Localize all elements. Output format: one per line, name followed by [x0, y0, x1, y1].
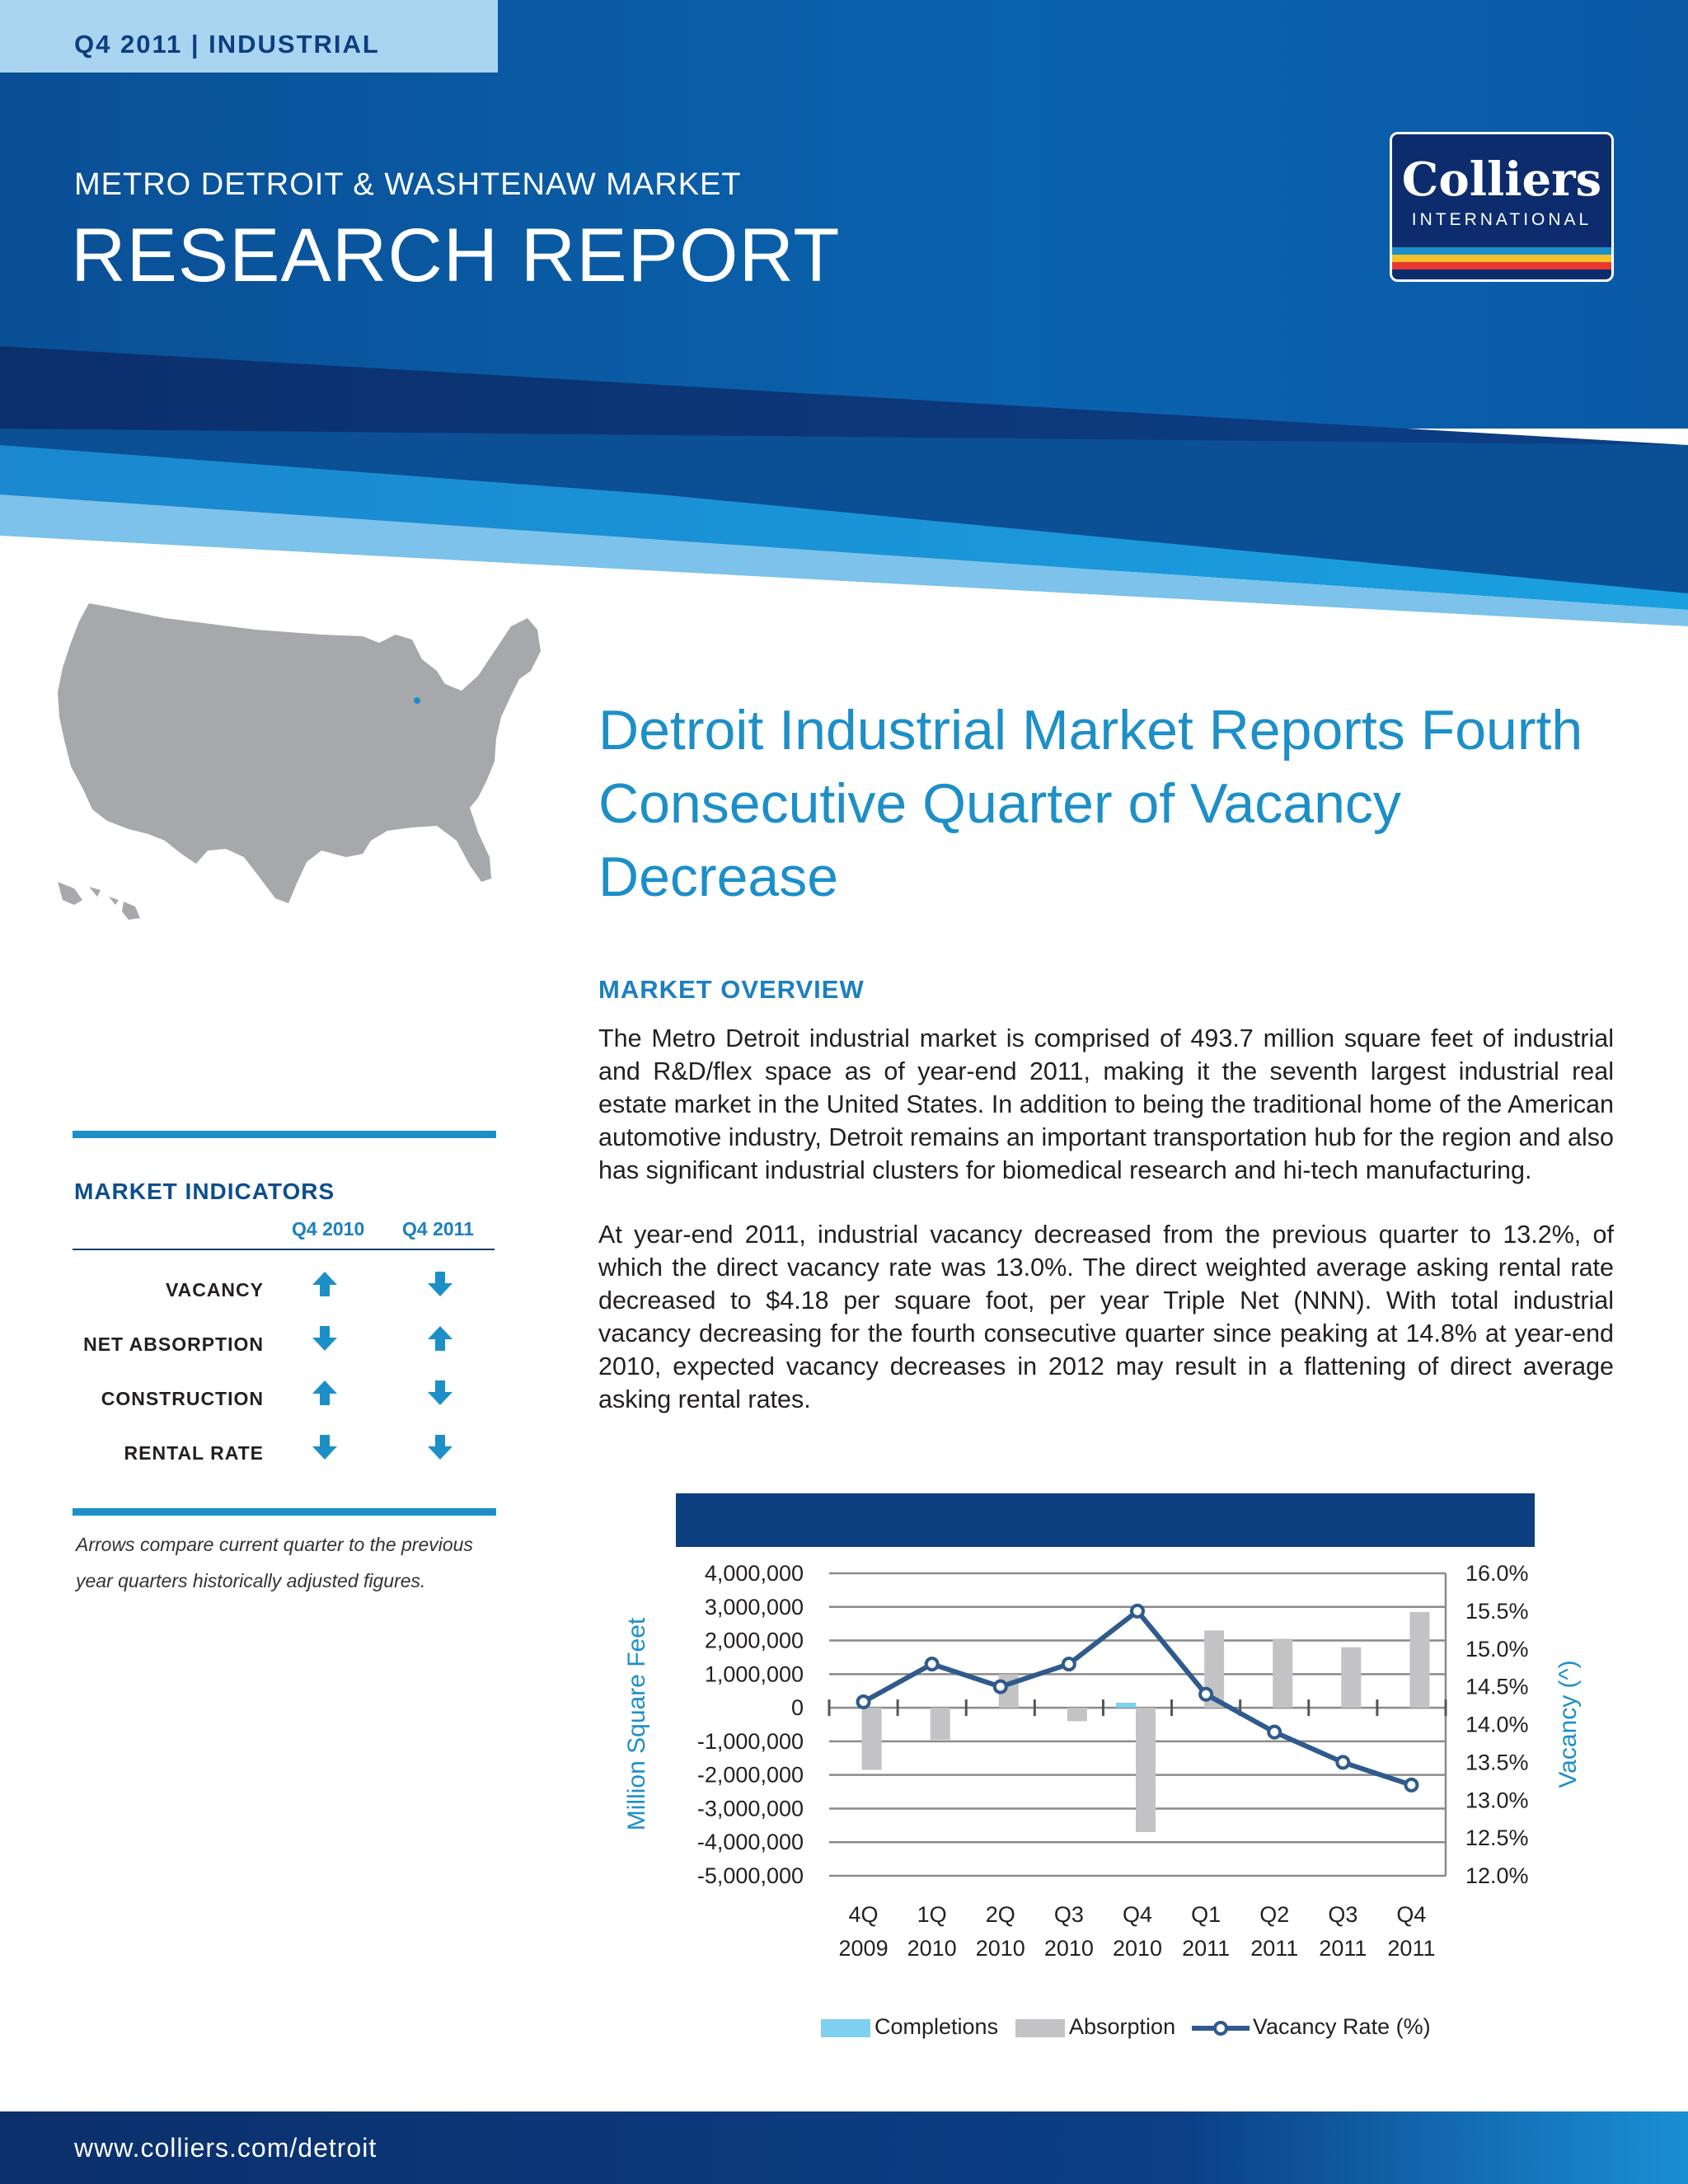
- y2-axis-title: Vacancy (^): [1554, 1660, 1582, 1788]
- usa-map-icon: [49, 593, 560, 923]
- arrow-up-icon: [311, 1270, 339, 1298]
- legend-completions-swatch: [821, 2019, 870, 2037]
- legend-absorption-swatch: [1015, 2019, 1065, 2037]
- y2-tick-label: 12.0%: [1465, 1863, 1529, 1888]
- absorption-bar: [862, 1708, 882, 1769]
- x-tick-label: 2010: [907, 1936, 957, 1961]
- y-tick-label: 2,000,000: [704, 1628, 804, 1653]
- completions-bar: [1116, 1703, 1136, 1708]
- legend-vacancy-marker: [1215, 2022, 1226, 2034]
- vacancy-rate-point: [926, 1658, 938, 1670]
- header-banner: [0, 0, 1688, 626]
- y2-tick-label: 16.0%: [1465, 1561, 1529, 1586]
- x-tick-label: 2Q: [985, 1902, 1015, 1927]
- y-tick-label: -5,000,000: [696, 1863, 804, 1888]
- absorption-bar: [1341, 1647, 1361, 1708]
- indicators-note: Arrows compare current quarter to the previous year quarters historically adjusted figures.: [76, 1534, 473, 1591]
- y2-tick-label: 15.0%: [1465, 1636, 1529, 1661]
- indicator-label-net-absorption: NET ABSORPTION: [83, 1333, 264, 1355]
- vacancy-rate-point: [1337, 1756, 1348, 1768]
- logo-stripe-yellow: [1392, 255, 1611, 262]
- y2-tick-label: 14.5%: [1465, 1674, 1529, 1699]
- absorption-bar: [1409, 1612, 1429, 1708]
- x-tick-label: 2010: [1043, 1936, 1094, 1961]
- absorption-bar: [1067, 1708, 1087, 1721]
- x-tick-label: 2011: [1250, 1936, 1299, 1961]
- x-tick-label: 2010: [975, 1936, 1025, 1961]
- vacancy-rate-point: [1063, 1658, 1075, 1670]
- logo-stripe-blue: [1392, 247, 1611, 255]
- y2-tick-label: 12.5%: [1465, 1825, 1529, 1851]
- y2-tick-label: 14.0%: [1465, 1712, 1529, 1737]
- indicators-col-q4-2011: Q4 2011: [402, 1218, 474, 1240]
- x-tick-label: Q2: [1259, 1902, 1290, 1927]
- arrow-down-icon: [426, 1270, 454, 1298]
- indicator-label-construction: CONSTRUCTION: [101, 1388, 264, 1409]
- y2-tick-label: 13.0%: [1465, 1788, 1529, 1813]
- absorption-bar: [931, 1708, 950, 1740]
- indicator-label-vacancy: VACANCY: [165, 1279, 264, 1301]
- x-tick-label: 2009: [838, 1936, 889, 1961]
- x-tick-label: 2011: [1182, 1936, 1231, 1961]
- indicators-col-q4-2010: Q4 2010: [292, 1218, 365, 1240]
- vacancy-rate-point: [1200, 1689, 1212, 1700]
- overview-paragraph-1: The Metro Detroit industrial market is comprised of 493.7 million square feet of industrial and R&D/flex space as of year-end 2011, making it the seventh largest industrial real estate market in the United States. In addition to being the traditional home of the American automotive industry, Detroit remains an important transportation hub for the region and also has significant industrial clusters for biomedical research and hi-tech manufacturing.: [598, 1024, 1614, 1184]
- y-tick-label: -2,000,000: [696, 1762, 804, 1788]
- arrow-down-icon: [311, 1324, 339, 1352]
- y2-tick-label: 15.5%: [1465, 1598, 1529, 1624]
- y-tick-label: -4,000,000: [696, 1830, 804, 1855]
- industrial-chart: [602, 1493, 1582, 2039]
- y-tick-label: 3,000,000: [704, 1594, 804, 1619]
- legend-completions-label: Completions: [874, 2014, 999, 2039]
- indicators-header-rule: [73, 1249, 495, 1250]
- y-tick-label: 0: [790, 1695, 804, 1721]
- absorption-bar: [1136, 1708, 1156, 1832]
- y-tick-label: -3,000,000: [696, 1796, 804, 1821]
- chart-header-band: [676, 1493, 1535, 1547]
- x-tick-label: Q4: [1396, 1902, 1427, 1927]
- legend-absorption-label: Absorption: [1069, 2014, 1176, 2039]
- x-tick-label: 2011: [1387, 1936, 1436, 1961]
- legend-vacancy-label: Vacancy Rate (%): [1253, 2014, 1431, 2039]
- vacancy-rate-point: [1132, 1605, 1143, 1617]
- arrow-up-icon: [426, 1324, 454, 1352]
- x-tick-label: Q4: [1122, 1902, 1153, 1927]
- report-title: RESEARCH REPORT: [71, 213, 841, 298]
- colliers-logo: [1390, 132, 1614, 282]
- market-name: METRO DETROIT & WASHTENAW MARKET: [74, 167, 742, 202]
- report-tag: [0, 0, 498, 73]
- x-tick-label: Q3: [1328, 1902, 1358, 1927]
- y-tick-label: 4,000,000: [704, 1561, 804, 1586]
- indicators-top-rule: [73, 1131, 496, 1138]
- arrow-down-icon: [426, 1379, 454, 1407]
- y2-tick-label: 13.5%: [1465, 1750, 1529, 1775]
- x-tick-label: 4Q: [848, 1902, 879, 1927]
- indicators-bottom-rule: [73, 1508, 496, 1516]
- vacancy-rate-point: [995, 1681, 1006, 1693]
- logo-stripe-red: [1392, 262, 1611, 269]
- x-tick-label: Q3: [1053, 1902, 1084, 1927]
- y-tick-label: 1,000,000: [704, 1661, 804, 1687]
- vacancy-rate-point: [1268, 1727, 1280, 1738]
- arrow-down-icon: [426, 1433, 454, 1461]
- logo-subtitle: INTERNATIONAL: [1411, 210, 1592, 229]
- footer-url: www.colliers.com/detroit: [74, 2133, 377, 2163]
- y-axis-title: Million Square Feet: [623, 1617, 650, 1831]
- headline: Detroit Industrial Market Reports Fourth Consecutive Quarter of Vacancy Decrease: [598, 699, 1583, 908]
- x-tick-label: Q1: [1191, 1902, 1221, 1927]
- arrow-up-icon: [311, 1379, 339, 1407]
- overview-paragraph-2: At year-end 2011, industrial vacancy decreased from the previous quarter to 13.2%, of which the direct vacancy rate was 13.0%. The direct weighted average asking rental rate decreased to $4.18 per square foot, per year Triple Net (NNN). With total industrial vacancy decreasing for the fourth consecutive quarter since peaking at 14.8% at year-end 2010, expected vacancy decreases in 2012 may result in a flattening of direct average asking rental rates.: [598, 1221, 1614, 1413]
- y-tick-label: -1,000,000: [696, 1728, 804, 1754]
- vacancy-rate-point: [858, 1696, 870, 1708]
- x-tick-label: 2011: [1319, 1936, 1367, 1961]
- arrow-down-icon: [311, 1433, 339, 1461]
- indicator-label-rental-rate: RENTAL RATE: [124, 1442, 264, 1464]
- x-tick-label: 2010: [1112, 1936, 1163, 1961]
- indicators-heading: MARKET INDICATORS: [74, 1179, 335, 1204]
- absorption-bar: [1273, 1639, 1292, 1708]
- logo-wordmark: Colliers: [1401, 152, 1602, 207]
- overview-heading: MARKET OVERVIEW: [598, 975, 865, 1004]
- banner-graphic: [0, 0, 1688, 626]
- x-tick-label: 1Q: [917, 1902, 947, 1927]
- vacancy-rate-point: [1405, 1779, 1417, 1791]
- report-tag-text: Q4 2011 | INDUSTRIAL: [74, 30, 380, 59]
